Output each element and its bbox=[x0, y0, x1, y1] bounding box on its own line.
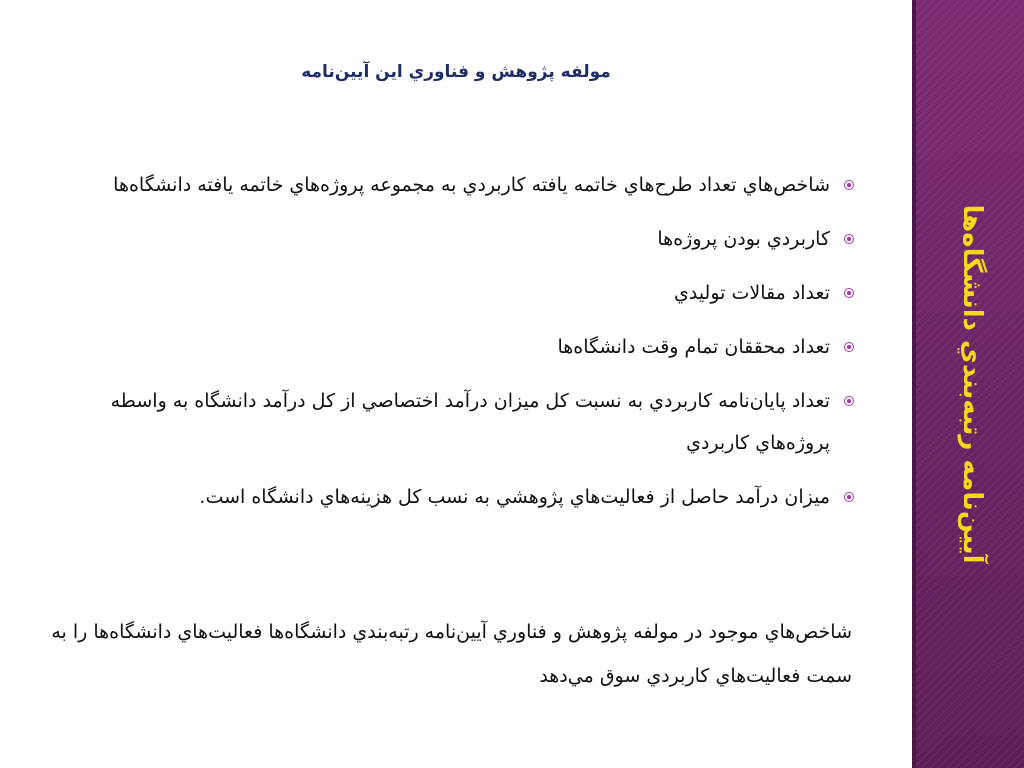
conclusion-paragraph: شاخص‌هاي موجود در مولفه پژوهش و فناوري آيين‌نامه رتبه‌بندي دانشگاه‌ها فعاليت‌هاي دانشگاه‌ها را به سمت فعاليت‌هاي كاربردي سوق مي‌دهد bbox=[51, 621, 852, 687]
bullet-text: تعداد پايان‌نامه كاربردي به نسبت كل ميزان درآمد اختصاصي از كل درآمد دانشگاه به واسطه پروژه‌هاي كاربردي bbox=[110, 390, 830, 454]
sidebar-title: آيين‌نامه رتبه‌بندي دانشگاه‌ها bbox=[957, 204, 987, 564]
bullet-list-container bbox=[94, 164, 854, 530]
bullet-item bbox=[94, 380, 854, 464]
bullet-text: تعداد مقالات توليدي bbox=[673, 282, 830, 304]
circle-dot-icon bbox=[844, 342, 854, 352]
slide-title: مولفه پژوهش و فناوري اين آيين‌نامه bbox=[301, 62, 611, 82]
circle-dot-icon bbox=[844, 396, 854, 406]
bullet-item bbox=[94, 164, 854, 206]
bullet-list bbox=[94, 164, 854, 518]
bullet-text: كاربردي بودن پروژه‌ها bbox=[657, 228, 830, 250]
bullet-text: شاخص‌هاي تعداد طرح‌هاي خاتمه يافته كاربردي به مجموعه پروژه‌هاي خاتمه يافته دانشگاه‌ها bbox=[113, 174, 830, 196]
sidebar-panel bbox=[912, 0, 1024, 768]
bullet-text: تعداد محققان تمام وقت دانشگاه‌ها bbox=[557, 336, 830, 358]
bullet-item bbox=[94, 218, 854, 260]
bullet-item bbox=[94, 326, 854, 368]
circle-dot-icon bbox=[844, 492, 854, 502]
bullet-item bbox=[94, 272, 854, 314]
bullet-text: ميزان درآمد حاصل از فعاليت‌هاي پژوهشي به نسب كل هزينه‌هاي دانشگاه است. bbox=[199, 486, 830, 508]
circle-dot-icon bbox=[844, 180, 854, 190]
circle-dot-icon bbox=[844, 234, 854, 244]
circle-dot-icon bbox=[844, 288, 854, 298]
bullet-item bbox=[94, 476, 854, 518]
